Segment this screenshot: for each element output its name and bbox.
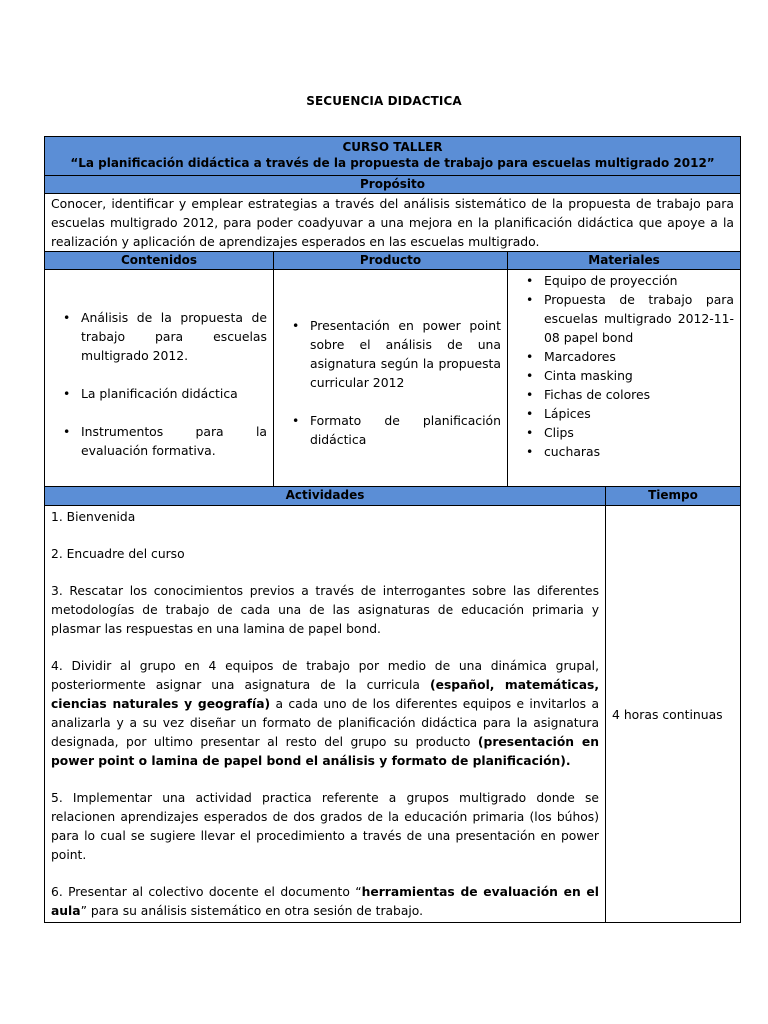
materiales-item: • cucharas [514, 442, 734, 461]
contenidos-item: • La planificación didáctica [51, 384, 267, 403]
contenidos-item: • Análisis de la propuesta de trabajo para escuelas multigrado 2012. [51, 308, 267, 365]
materiales-item: • Propuesta de trabajo para escuelas multigrado 2012-11-08 papel bond [514, 290, 734, 347]
purpose-text: Conocer, identificar y emplear estrategias a través del análisis sistemático de la propuesta de trabajo para escuelas multigrado 2012, para poder coadyuvar a una mejora en la planificación didáctica que apoye a la realización y aplicación de aprendizajes esperados en las escuelas multigrado. [45, 194, 741, 252]
materiales-item: • Cinta masking [514, 366, 734, 385]
producto-cell [274, 270, 508, 492]
activity-item: 1. Bienvenida [51, 510, 136, 524]
materiales-heading: Materiales [508, 252, 741, 270]
document-title: SECUENCIA DIDACTICA [306, 94, 462, 108]
purpose-heading: Propósito [45, 176, 741, 194]
activity-item: 3. Rescatar los conocimientos previos a través de interrogantes sobre las diferentes metodologías de trabajo de cada una de las asignaturas de educación primaria y plasmar las respuestas en una lamina de papel bond. [51, 584, 599, 636]
activity-text: a cada uno de los diferentes equipos e invitarlos a analizarla y a su vez diseñar un formato de planificación didáctica para la asignatura designada, por ultimo presentar al resto del grupo su producto [51, 697, 599, 749]
activity-item [51, 657, 599, 771]
contenidos-cell [45, 270, 274, 492]
activities-table [44, 486, 741, 923]
contenidos-heading: Contenidos [45, 252, 274, 270]
materiales-item: • Fichas de colores [514, 385, 734, 404]
course-label: CURSO TALLER [342, 140, 443, 154]
activities-cell [45, 506, 606, 923]
activity-item [51, 883, 599, 921]
activity-emphasis: herramientas de evaluación en el aula [51, 885, 599, 918]
activity-item: 5. Implementar una actividad practica referente a grupos multigrado donde se relacionen aprendizajes esperados de dos grados de la educación primaria (los búhos) para lo cual se sugiere llevar el procedimiento a través de una presentación en power point. [51, 791, 599, 862]
activity-emphasis: (presentación en power point o lamina de papel bond el análisis y formato de planificación). [51, 735, 599, 768]
time-heading: Tiempo [606, 487, 741, 506]
materiales-item: • Equipo de proyección [514, 271, 734, 290]
materiales-item: • Lápices [514, 404, 734, 423]
course-header [45, 137, 741, 176]
activity-text: ” para su análisis sistemático en otra sesión de trabajo. [80, 904, 424, 918]
course-name: “La planificación didáctica a través de la propuesta de trabajo para escuelas multigrado 2012” [70, 156, 715, 170]
activity-emphasis: (español, matemáticas, ciencias naturales y geografía) [51, 678, 599, 711]
activity-item: 2. Encuadre del curso [51, 547, 185, 561]
activity-text: 6. Presentar al colectivo docente el documento “ [51, 885, 362, 899]
producto-item: • Formato de planificación didáctica [280, 411, 501, 449]
activities-heading: Actividades [45, 487, 606, 506]
contenidos-item: • Instrumentos para la evaluación formativa. [51, 422, 267, 460]
time-cell: 4 horas continuas [606, 506, 741, 923]
materiales-item: • Clips [514, 423, 734, 442]
course-table [44, 136, 741, 492]
activity-text: 4. Dividir al grupo en 4 equipos de trabajo por medio de una dinámica grupal, posteriormente asignar una asignatura de la curricula [51, 659, 599, 692]
materiales-item: • Marcadores [514, 347, 734, 366]
producto-item: • Presentación en power point sobre el análisis de una asignatura según la propuesta curricular 2012 [280, 316, 501, 392]
materiales-cell [508, 270, 741, 492]
producto-heading: Producto [274, 252, 508, 270]
